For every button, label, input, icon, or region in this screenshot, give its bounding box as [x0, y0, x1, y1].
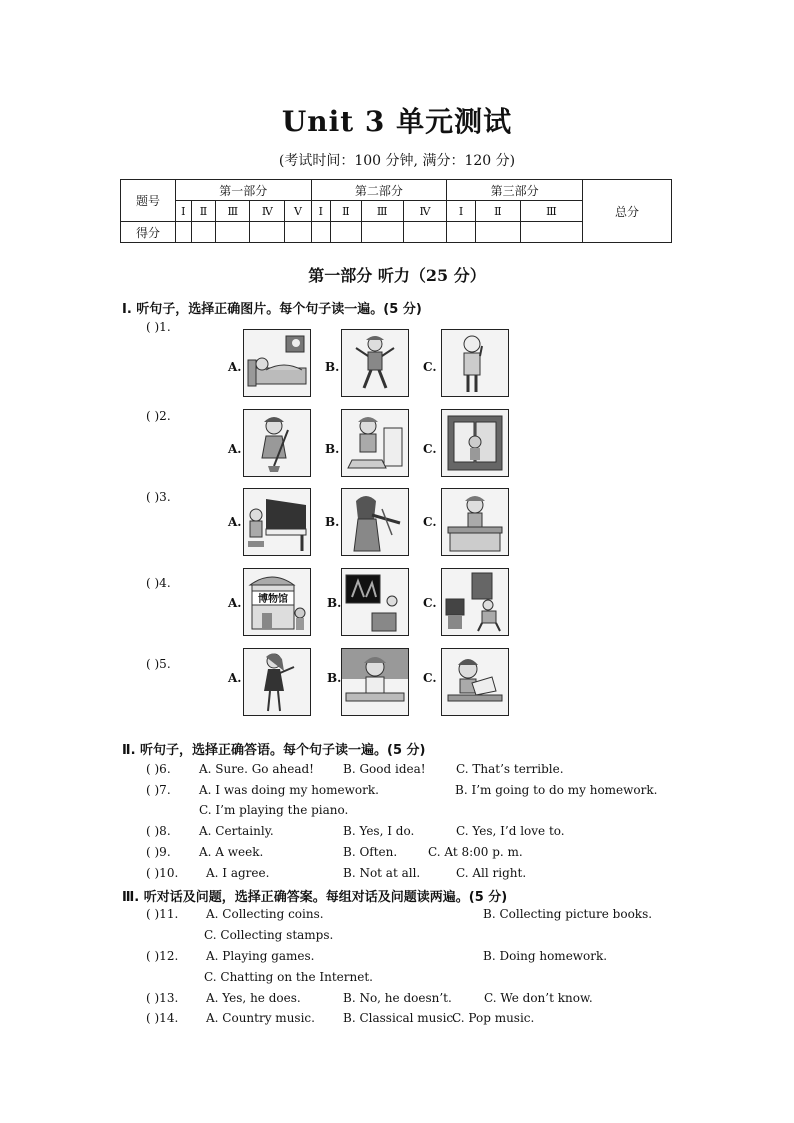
- question-number: ( )2.: [146, 409, 171, 423]
- picture-playing-piano[interactable]: [243, 488, 311, 556]
- picture-playing-violin[interactable]: [341, 488, 409, 556]
- picture-girl-sweeping[interactable]: [243, 409, 311, 477]
- picture-sleeping-in-bed[interactable]: [243, 329, 311, 397]
- col-p3-1: Ⅰ: [447, 201, 476, 222]
- col-p1-4: Ⅳ: [250, 201, 285, 222]
- score-table: [120, 179, 672, 243]
- part1-instruction: Ⅰ. 听句子，选择正确图片。每个句子读一遍。(5 分): [122, 302, 422, 317]
- col-p3-3: Ⅲ: [520, 201, 582, 222]
- col-p1-1: Ⅰ: [176, 201, 192, 222]
- option-letter: A.: [228, 360, 242, 374]
- col-p1-5: Ⅴ: [285, 201, 311, 222]
- score-cell[interactable]: [475, 222, 520, 243]
- choice-c[interactable]: C. Yes, I’d love to.: [456, 824, 565, 838]
- choice-c[interactable]: C. All right.: [456, 866, 527, 880]
- question-number: ( )8.: [146, 824, 171, 838]
- choice-c[interactable]: C. Collecting stamps.: [204, 928, 334, 942]
- picture-boy-standing[interactable]: [441, 329, 509, 397]
- label-defen: 得分: [121, 222, 176, 243]
- col-p2-1: Ⅰ: [311, 201, 330, 222]
- score-cell[interactable]: [447, 222, 476, 243]
- choice-a[interactable]: A. I agree.: [206, 866, 270, 880]
- question-number: ( )4.: [146, 576, 171, 590]
- choice-b[interactable]: B. Not at all.: [343, 866, 421, 880]
- picture-window-cleaning[interactable]: [441, 409, 509, 477]
- question-number: ( )5.: [146, 657, 171, 671]
- question-number: ( )9.: [146, 845, 171, 859]
- picture-playing-guzheng[interactable]: [441, 488, 509, 556]
- question-number: ( )1.: [146, 320, 171, 334]
- picture-girl-at-desk[interactable]: [341, 648, 409, 716]
- score-cell[interactable]: [191, 222, 216, 243]
- col-p2-2: Ⅱ: [330, 201, 361, 222]
- choice-c[interactable]: C. Chatting on the Internet.: [204, 970, 373, 984]
- question-number: ( )10.: [146, 866, 179, 880]
- col-p1-3: Ⅲ: [216, 201, 250, 222]
- option-letter: C.: [423, 515, 437, 529]
- picture-movie-theater[interactable]: [341, 568, 409, 636]
- choice-a[interactable]: A. Country music.: [206, 1011, 315, 1025]
- header-part3: 第三部分: [447, 180, 583, 201]
- choice-b[interactable]: B. Yes, I do.: [343, 824, 415, 838]
- museum-sign: 博物馆: [258, 594, 288, 605]
- page-title: Unit 3 单元测试: [281, 105, 513, 138]
- score-cell[interactable]: [216, 222, 250, 243]
- question-number: ( )12.: [146, 949, 179, 963]
- choice-b[interactable]: B. Good idea!: [343, 762, 426, 776]
- choice-c[interactable]: C. That’s terrible.: [456, 762, 564, 776]
- choice-c[interactable]: C. At 8:00 p. m.: [428, 845, 523, 859]
- picture-girl-reading[interactable]: [441, 648, 509, 716]
- part2-instruction: Ⅱ. 听句子，选择正确答语。每个句子读一遍。(5 分): [122, 743, 426, 758]
- picture-museum[interactable]: [243, 568, 311, 636]
- question-number: ( )3.: [146, 490, 171, 504]
- choice-a[interactable]: A. Collecting coins.: [206, 907, 324, 921]
- picture-girl-cleaning[interactable]: [341, 409, 409, 477]
- choice-b[interactable]: B. Often.: [343, 845, 398, 859]
- choice-b[interactable]: B. Doing homework.: [483, 949, 608, 963]
- picture-girl-singing[interactable]: [243, 648, 311, 716]
- question-number: ( )11.: [146, 907, 179, 921]
- choice-a[interactable]: A. I was doing my homework.: [199, 783, 379, 797]
- picture-dancing-kid[interactable]: [341, 329, 409, 397]
- label-tihao: 题号: [121, 180, 176, 222]
- option-letter: A.: [228, 596, 242, 610]
- header-total: 总分: [583, 180, 672, 243]
- option-letter: C.: [423, 596, 437, 610]
- header-part1: 第一部分: [176, 180, 312, 201]
- header-part2: 第二部分: [311, 180, 447, 201]
- option-letter: B.: [327, 671, 342, 685]
- option-letter: C.: [423, 360, 437, 374]
- part3-instruction: Ⅲ. 听对话及问题，选择正确答案。每组对话及问题读两遍。(5 分): [122, 890, 508, 905]
- score-cell[interactable]: [311, 222, 330, 243]
- score-cell[interactable]: [250, 222, 285, 243]
- question-number: ( )13.: [146, 991, 179, 1005]
- choice-c[interactable]: C. We don’t know.: [484, 991, 593, 1005]
- choice-b[interactable]: B. I’m going to do my homework.: [455, 783, 658, 797]
- choice-a[interactable]: A. Playing games.: [206, 949, 315, 963]
- option-letter: B.: [325, 442, 340, 456]
- choice-c[interactable]: C. I’m playing the piano.: [199, 803, 349, 817]
- col-p2-3: Ⅲ: [361, 201, 403, 222]
- question-number: ( )14.: [146, 1011, 179, 1025]
- option-letter: A.: [228, 515, 242, 529]
- score-cell[interactable]: [520, 222, 582, 243]
- option-letter: C.: [423, 671, 437, 685]
- score-cell[interactable]: [330, 222, 361, 243]
- question-number: ( )6.: [146, 762, 171, 776]
- col-p3-2: Ⅱ: [475, 201, 520, 222]
- option-letter: B.: [325, 360, 340, 374]
- picture-watching-tv[interactable]: [441, 568, 509, 636]
- score-cell[interactable]: [285, 222, 311, 243]
- choice-b[interactable]: B. Classical music.: [343, 1011, 457, 1025]
- choice-b[interactable]: B. Collecting picture books.: [483, 907, 653, 921]
- col-p2-4: Ⅳ: [403, 201, 447, 222]
- option-letter: A.: [228, 671, 242, 685]
- option-letter: B.: [327, 596, 342, 610]
- choice-a[interactable]: A. Certainly.: [199, 824, 274, 838]
- score-cell[interactable]: [176, 222, 192, 243]
- option-letter: A.: [228, 442, 242, 456]
- question-number: ( )7.: [146, 783, 171, 797]
- choice-a[interactable]: A. Yes, he does.: [206, 991, 301, 1005]
- section-title: 第一部分 听力（25 分）: [308, 266, 486, 285]
- choice-b[interactable]: B. No, he doesn’t.: [343, 991, 452, 1005]
- option-letter: B.: [325, 515, 340, 529]
- score-cell[interactable]: [361, 222, 403, 243]
- choice-c[interactable]: C. Pop music.: [452, 1011, 535, 1025]
- choice-a[interactable]: A. Sure. Go ahead!: [199, 762, 314, 776]
- exam-info: (考试时间：100 分钟, 满分：120 分): [278, 153, 516, 169]
- col-p1-2: Ⅱ: [191, 201, 216, 222]
- option-letter: C.: [423, 442, 437, 456]
- choice-a[interactable]: A. A week.: [199, 845, 264, 859]
- score-cell[interactable]: [403, 222, 447, 243]
